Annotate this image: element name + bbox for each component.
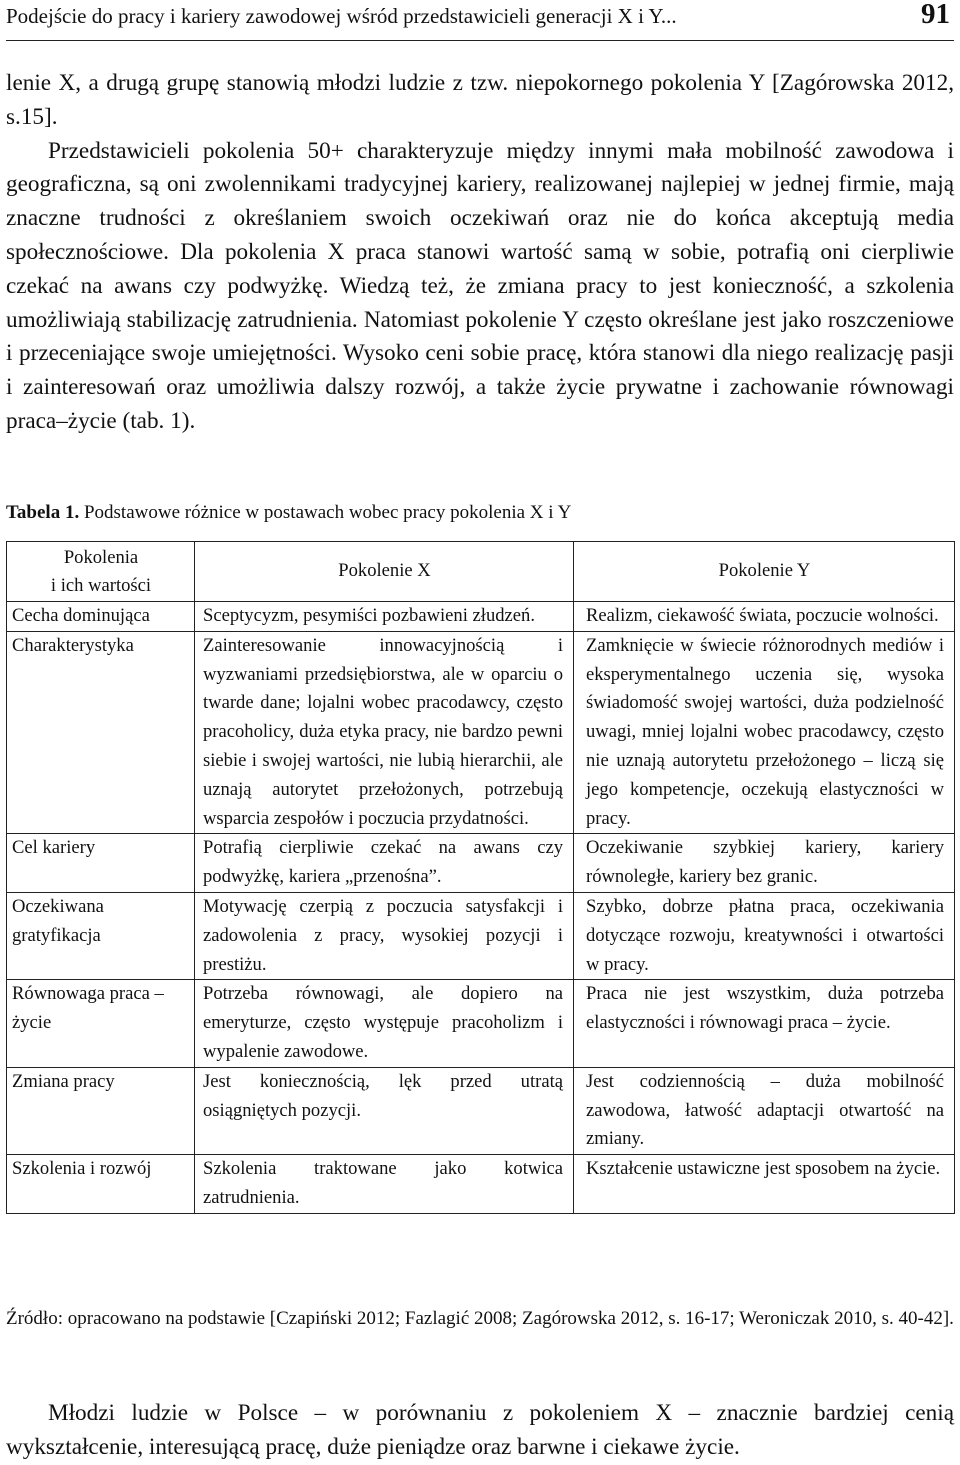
table-row — [7, 1155, 955, 1214]
table-source-note: Źródło: opracowano na podstawie [Czapiński 2012; Fazlagić 2008; Zagórowska 2012, s. 16-17; Weroniczak 2010, s. 40-42]. — [6, 1308, 954, 1329]
row-label: Oczekiwana gratyfikacja — [7, 892, 195, 979]
row-label: Cecha dominująca — [7, 602, 195, 632]
table-row — [7, 602, 955, 632]
cell-generation-y: Kształcenie ustawiczne jest sposobem na życie. — [574, 1155, 955, 1214]
body-text — [6, 67, 954, 439]
paragraph-young-people: Młodzi ludzie w Polsce – w porównaniu z pokoleniem X – znacznie bardziej cenią wykształcenie, interesującą pracę, duże pieniądze oraz barwne i ciekawe życie. — [6, 1400, 954, 1460]
row-label: Cel kariery — [7, 834, 195, 893]
cell-generation-x: Potrafią cierpliwie czekać na awans czy podwyżkę, kariera „przenośna”. — [195, 834, 574, 893]
cell-generation-y: Jest codziennością – duża mobilność zawodowa, łatwość adaptacji otwartość na zmiany. — [574, 1067, 955, 1154]
cell-generation-x: Jest koniecznością, lęk przed utratą osiągniętych pozycji. — [195, 1067, 574, 1154]
table-caption-label: Tabela 1. — [6, 502, 80, 523]
paragraph-generations: Przedstawicieli pokolenia 50+ charakteryzuje między innymi mała mobilność zawodowa i geograficzna, są oni zwolennikami tradycyjnej kariery, realizowanej najlepiej w jednej firmie, mają znaczne trudności z określaniem swoich oczekiwań oraz nie do końca akceptują media społecznościowe. Dla pokolenia X praca stanowi wartość samą w sobie, potrafią oni cierpliwie czekać na awans czy podwyżkę. Wiedzą też, że zmiana pracy to jest konieczność, a szkolenia umożliwiają stabilizację zatrudnienia. Natomiast pokolenie Y często określane jest jako roszczeniowe i przeceniające swoje umiejętności. Wysoko ceni sobie pracę, która stanowi dla niego realizację pasji i zainteresowań oraz umożliwia dalszy rozwój, a także życie prywatne i zachowanie równowagi praca–życie (tab. 1). — [6, 137, 954, 434]
running-title: Podejście do pracy i kariery zawodowej wśród przedstawicieli generacji X i Y... — [6, 4, 677, 28]
cell-generation-x: Zainteresowanie innowacyjnością i wyzwaniami przedsiębiorstwa, ale w oparciu o twarde dane; lojalni wobec pracodawcy, często pracoholicy, duża etyka pracy, nie bardzo pewni siebie i swojej wartości, nie lubią hierarchii, ale uznają autorytet przełożonych, potrzebują wsparcia zespołów i poczucia przydatności. — [195, 631, 574, 834]
row-label: Zmiana pracy — [7, 1067, 195, 1154]
table-row — [7, 892, 955, 979]
header-values-line-2: i ich wartości — [50, 574, 152, 596]
cell-generation-y: Realizm, ciekawość świata, poczucie wolności. — [574, 602, 955, 632]
header-values-line-1: Pokolenia — [63, 546, 139, 568]
header-cell-generation-y: Pokolenie Y — [574, 542, 955, 602]
cell-generation-x: Sceptycyzm, pesymiści pozbawieni złudzeń. — [195, 602, 574, 632]
table-caption-text: Podstawowe różnice w postawach wobec pracy pokolenia X i Y — [79, 502, 572, 523]
comparison-table — [6, 541, 955, 1214]
table-caption — [6, 502, 571, 524]
cell-generation-y: Praca nie jest wszystkim, duża potrzeba elastyczności i równowagi praca – życie. — [574, 980, 955, 1067]
cell-generation-y: Szybko, dobrze płatna praca, oczekiwania dotyczące rozwoju, kreatywności i otwartości w pracy. — [574, 892, 955, 979]
cell-generation-y: Oczekiwanie szybkiej kariery, kariery równoległe, kariery bez granic. — [574, 834, 955, 893]
row-label: Charakterystyka — [7, 631, 195, 834]
table-row — [7, 1067, 955, 1154]
cell-generation-y: Zamknięcie w świecie różnorodnych mediów i eksperymentalnego uczenia się, wysoka świadomość swojej wartości, duża podzielność uwagi, mniej lojalni wobec pracodawcy, często nie uznają autorytetu przełożonego – liczą się jego kompetencje, oczekują elastyczności w pracy. — [574, 631, 955, 834]
table-row — [7, 631, 955, 834]
table-row — [7, 834, 955, 893]
page-number: 91 — [921, 0, 950, 30]
paragraph-continuation: lenie X, a drugą grupę stanowią młodzi ludzie z tzw. niepokornego pokolenia Y [Zagórowska 2012, s.15]. — [6, 70, 954, 130]
header-cell-values — [7, 542, 195, 602]
cell-generation-x: Potrzeba równowagi, ale dopiero na emeryturze, często występuje pracoholizm i wypalenie zawodowe. — [195, 980, 574, 1067]
cell-generation-x: Szkolenia traktowane jako kotwica zatrudnienia. — [195, 1155, 574, 1214]
table-row — [7, 980, 955, 1067]
row-label: Szkolenia i rozwój — [7, 1155, 195, 1214]
running-header — [6, 0, 954, 41]
table-header-row — [7, 542, 955, 602]
row-label: Równowaga praca – życie — [7, 980, 195, 1067]
header-cell-generation-x: Pokolenie X — [195, 542, 574, 602]
cell-generation-x: Motywację czerpią z poczucia satysfakcji i zadowolenia z pracy, wysokiej pozycji i prestiżu. — [195, 892, 574, 979]
